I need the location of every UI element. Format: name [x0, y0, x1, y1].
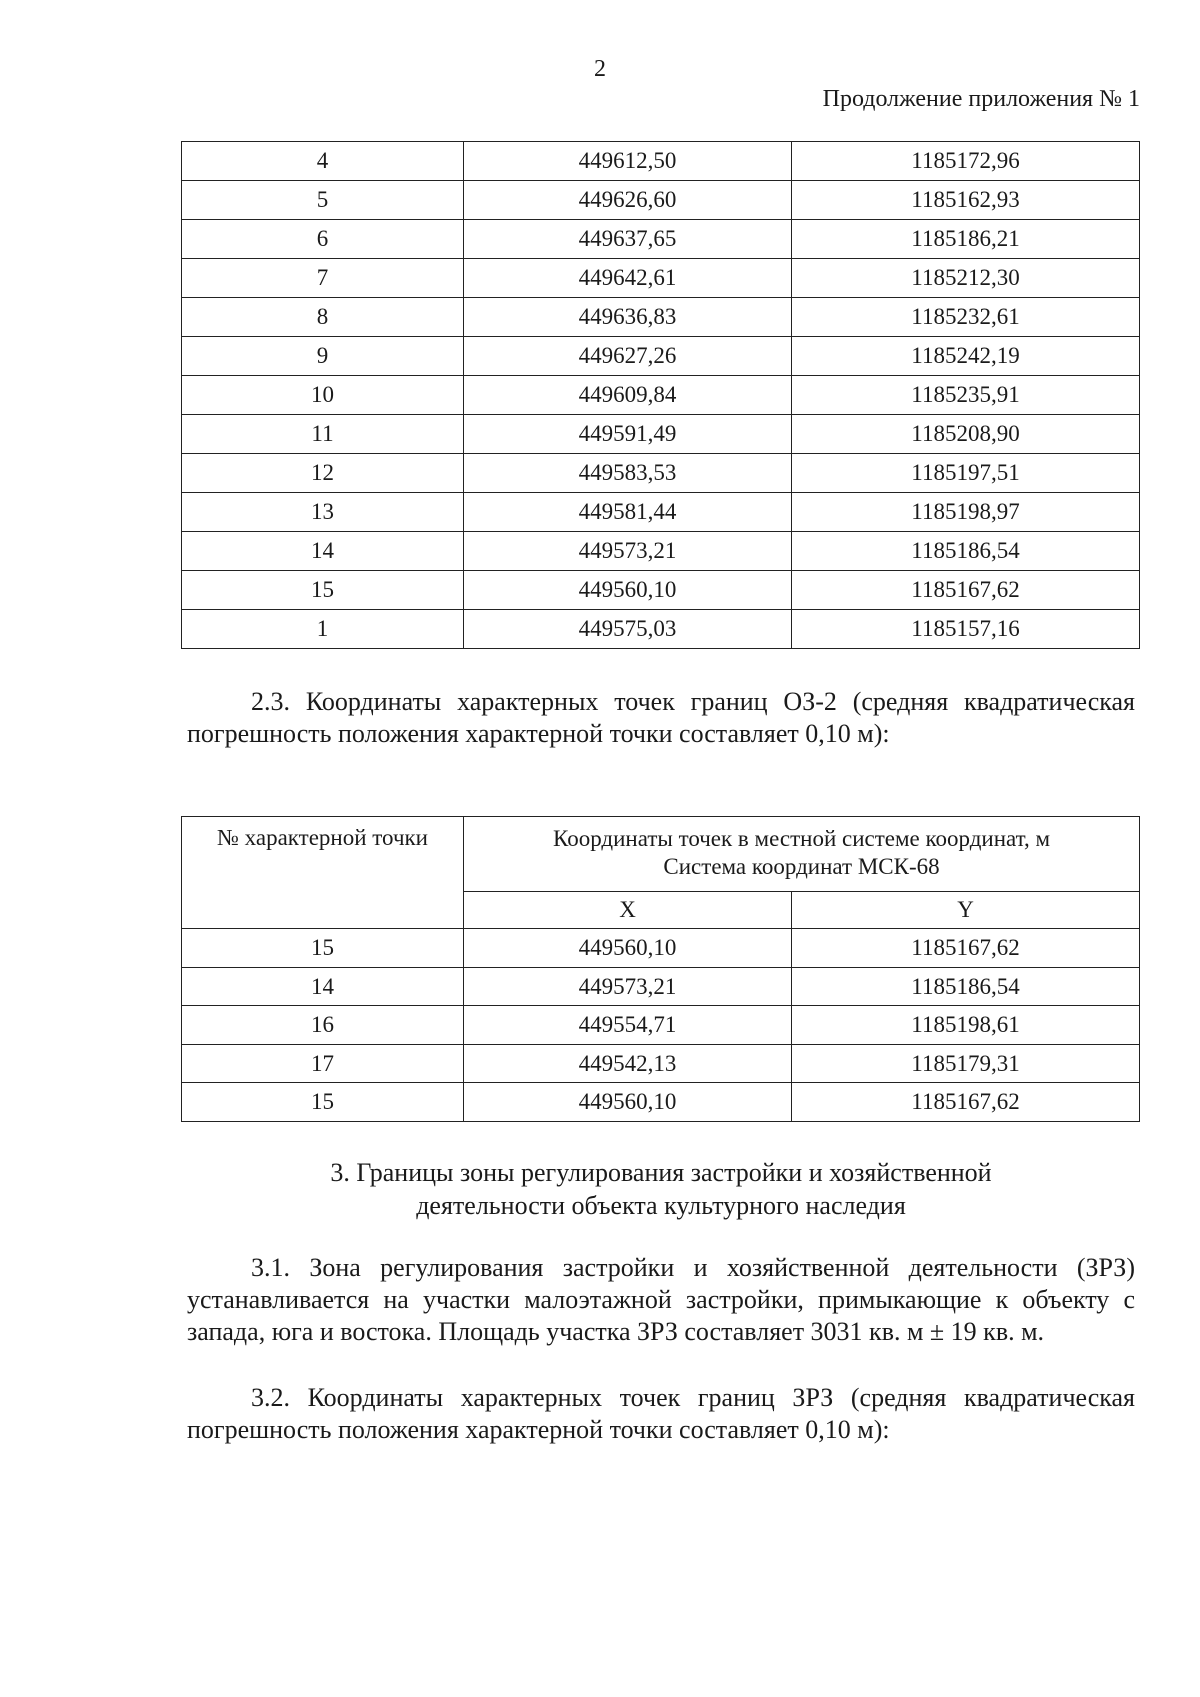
x-coordinate-cell: 449627,26	[464, 337, 792, 376]
y-coordinate-cell: 1185186,54	[792, 967, 1140, 1006]
table-row	[182, 610, 1140, 649]
point-number-cell: 15	[182, 571, 464, 610]
point-number-cell: 7	[182, 259, 464, 298]
y-coordinate-cell: 1185186,21	[792, 220, 1140, 259]
appendix-continuation-label: Продолжение приложения № 1	[822, 86, 1140, 112]
header-x: X	[464, 892, 792, 929]
point-number-cell: 17	[182, 1044, 464, 1083]
table-row	[182, 1083, 1140, 1122]
point-number-cell: 10	[182, 376, 464, 415]
point-number-cell: 15	[182, 1083, 464, 1122]
y-coordinate-cell: 1185162,93	[792, 181, 1140, 220]
y-coordinate-cell: 1185186,54	[792, 532, 1140, 571]
point-number-cell: 6	[182, 220, 464, 259]
x-coordinate-cell: 449573,21	[464, 532, 792, 571]
point-number-cell: 14	[182, 532, 464, 571]
point-number-cell: 15	[182, 929, 464, 968]
coordinates-table-oz2	[181, 816, 1140, 1122]
x-coordinate-cell: 449612,50	[464, 142, 792, 181]
x-coordinate-cell: 449637,65	[464, 220, 792, 259]
point-number-cell: 1	[182, 610, 464, 649]
page-number: 2	[594, 56, 606, 82]
table-row	[182, 454, 1140, 493]
section-3-heading	[187, 1156, 1135, 1222]
point-number-cell: 13	[182, 493, 464, 532]
coordinates-table-body	[182, 929, 1140, 1122]
table-row	[182, 415, 1140, 454]
section-3-1-paragraph: 3.1. Зона регулирования застройки и хозяйственной деятельности (ЗРЗ) устанавливается на участки малоэтажной застройки, примыкающие к объекту с запада, юга и востока. Площадь участка ЗРЗ составляет 3031 кв. м ± 19 кв. м.	[187, 1253, 1135, 1346]
x-coordinate-cell: 449642,61	[464, 259, 792, 298]
table-row	[182, 181, 1140, 220]
point-number-cell: 11	[182, 415, 464, 454]
table-row	[182, 532, 1140, 571]
coordinates-table-body	[182, 142, 1140, 649]
table-row	[182, 1006, 1140, 1045]
point-number-cell: 4	[182, 142, 464, 181]
x-coordinate-cell: 449609,84	[464, 376, 792, 415]
x-coordinate-cell: 449554,71	[464, 1006, 792, 1045]
table-row	[182, 220, 1140, 259]
header-coordinates-line2: Система координат МСК-68	[663, 854, 940, 879]
table-row	[182, 337, 1140, 376]
x-coordinate-cell: 449542,13	[464, 1044, 792, 1083]
y-coordinate-cell: 1185157,16	[792, 610, 1140, 649]
table-row	[182, 571, 1140, 610]
point-number-cell: 14	[182, 967, 464, 1006]
y-coordinate-cell: 1185208,90	[792, 415, 1140, 454]
y-coordinate-cell: 1185167,62	[792, 929, 1140, 968]
point-number-cell: 8	[182, 298, 464, 337]
y-coordinate-cell: 1185179,31	[792, 1044, 1140, 1083]
x-coordinate-cell: 449636,83	[464, 298, 792, 337]
y-coordinate-cell: 1185198,61	[792, 1006, 1140, 1045]
y-coordinate-cell: 1185232,61	[792, 298, 1140, 337]
y-coordinate-cell: 1185167,62	[792, 1083, 1140, 1122]
x-coordinate-cell: 449560,10	[464, 1083, 792, 1122]
table-row	[182, 376, 1140, 415]
x-coordinate-cell: 449583,53	[464, 454, 792, 493]
x-coordinate-cell: 449581,44	[464, 493, 792, 532]
table-row	[182, 259, 1140, 298]
y-coordinate-cell: 1185198,97	[792, 493, 1140, 532]
section-3-heading-line1: 3. Границы зоны регулирования застройки и хозяйственной	[330, 1158, 992, 1187]
section-2-3-paragraph: 2.3. Координаты характерных точек границ ОЗ-2 (средняя квадратическая погрешность положения характерной точки составляет 0,10 м):	[187, 687, 1135, 748]
y-coordinate-cell: 1185197,51	[792, 454, 1140, 493]
point-number-cell: 12	[182, 454, 464, 493]
y-coordinate-cell: 1185242,19	[792, 337, 1140, 376]
x-coordinate-cell: 449591,49	[464, 415, 792, 454]
header-coordinates-line1: Координаты точек в местной системе координат, м	[553, 826, 1051, 851]
table-row	[182, 1044, 1140, 1083]
section-3-2-paragraph: 3.2. Координаты характерных точек границ ЗРЗ (средняя квадратическая погрешность положения характерной точки составляет 0,10 м):	[187, 1383, 1135, 1444]
x-coordinate-cell: 449560,10	[464, 929, 792, 968]
x-coordinate-cell: 449575,03	[464, 610, 792, 649]
table-row	[182, 142, 1140, 181]
coordinates-table-oz1-continued	[181, 141, 1140, 649]
point-number-cell: 9	[182, 337, 464, 376]
x-coordinate-cell: 449560,10	[464, 571, 792, 610]
section-3-heading-line2: деятельности объекта культурного наследия	[416, 1191, 906, 1220]
y-coordinate-cell: 1185167,62	[792, 571, 1140, 610]
point-number-cell: 16	[182, 1006, 464, 1045]
table-row	[182, 298, 1140, 337]
y-coordinate-cell: 1185235,91	[792, 376, 1140, 415]
header-y: Y	[792, 892, 1140, 929]
point-number-cell: 5	[182, 181, 464, 220]
header-coordinates	[464, 817, 1140, 892]
y-coordinate-cell: 1185212,30	[792, 259, 1140, 298]
x-coordinate-cell: 449626,60	[464, 181, 792, 220]
x-coordinate-cell: 449573,21	[464, 967, 792, 1006]
table-row	[182, 493, 1140, 532]
table-row	[182, 967, 1140, 1006]
header-point-number: № характерной точки	[182, 817, 464, 929]
y-coordinate-cell: 1185172,96	[792, 142, 1140, 181]
table-row	[182, 929, 1140, 968]
